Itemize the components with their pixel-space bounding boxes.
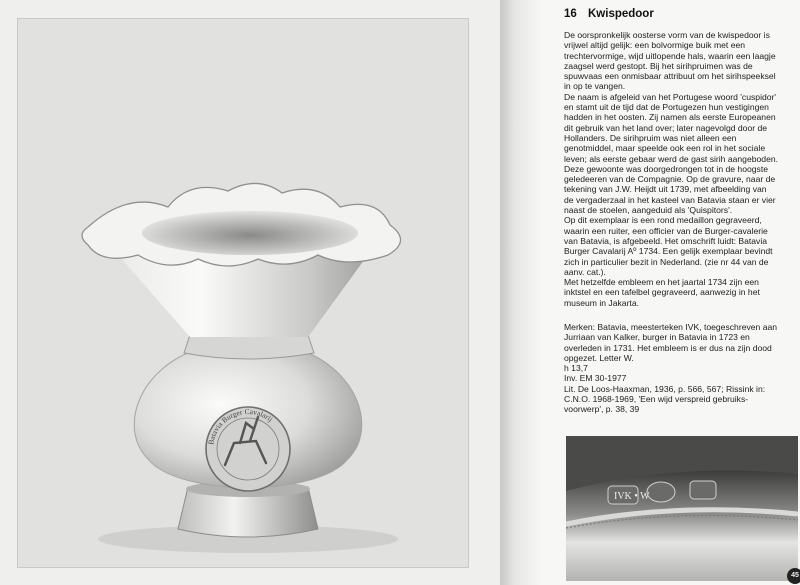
neck-collar <box>184 335 314 359</box>
text-line: Met hetzelfde embleem en het jaartal 1734 zijn een <box>564 277 759 288</box>
text-line: dit gebruik van het land over; later nagevolgd door de <box>564 122 768 133</box>
hallmark-detail-photo <box>566 436 798 581</box>
text-line: voorwerp', p. 38, 39 <box>564 404 640 415</box>
entry-title: Kwispedoor <box>588 8 654 20</box>
text-line: Jurriaan van Kalker, burger in Batavia in 1723 en <box>564 332 750 343</box>
text-line: genotmiddel, maar speelde ook een rol in het sociale <box>564 143 766 154</box>
text-line: Lit. De Loos-Haaxman, 1936, p. 566, 567; Rissink in: <box>564 383 766 394</box>
text-line: overleden in 1731. Het embleem is er dus na zijn dood <box>564 342 772 353</box>
text-line: Inv. EM 30-1977 <box>564 373 627 384</box>
book-gutter <box>500 0 542 585</box>
text-line: en stamt uit de tijd dat de Portugezen hun vestigingen <box>564 102 769 113</box>
object-details <box>564 322 796 415</box>
text-line: Merken: Batavia, meesterteken IVK, toegeschreven aan <box>564 322 778 332</box>
entry-heading <box>564 8 662 20</box>
text-line: zich in particulier bezit in Nederland. (zie nr 44 van de <box>564 256 769 267</box>
text-line: aanv. cat.). <box>564 266 606 277</box>
text-line: spuwvaas een onmisbaar attribuut om het sirihspeeksel <box>564 71 776 82</box>
description-text <box>564 30 796 308</box>
text-line: Hollanders. De sirihpruim was niet alleen een <box>564 132 737 143</box>
text-line: in op te vangen. <box>564 81 626 92</box>
text-line: geledeeren van de Compagnie. Op de gravure, naar de <box>564 174 776 185</box>
spittoon-illustration <box>18 19 468 567</box>
text-line: C.N.O. 1968-1969, 'Een wijd verspreid gebruiks- <box>564 394 749 405</box>
vessel-mouth <box>142 211 358 255</box>
text-line: hadden in het oosten. Zij namen als eerste Europeanen <box>564 112 776 123</box>
spittoon-photo <box>17 18 469 568</box>
hallmark-letters: IVK • W <box>614 491 650 502</box>
text-line: Deze gewoonte was doorgedrongen tot in de hoogste <box>564 163 769 174</box>
text-line: zaagsel werd gestopt. Bij het sirihpruimen was de <box>564 60 753 71</box>
text-line: tekening van J.W. Heijdt uit 1739, met afbeelding van <box>564 184 767 195</box>
text-line: De naam is afgeleid van het Portugese woord 'cuspidor' <box>564 91 777 102</box>
text-line: vrijwel altijd gelijk: een bolvormige buik met een <box>564 40 746 51</box>
text-line: Op dit exemplaar is een rond medaillon gegraveerd, <box>564 215 762 226</box>
text-line: van Batavia, is afgebeeld. Het omschrift luidt: Batavia <box>564 235 768 246</box>
text-line: inktstel en een tafelbel gegraveerd, aanwezig in het <box>564 287 760 298</box>
text-line: h 13,7 <box>564 363 588 374</box>
right-page <box>542 0 800 585</box>
text-line: de vergaderzaal in het kasteel van Batavia staan er vier <box>564 194 776 205</box>
page-number: 45 <box>787 568 800 584</box>
medallion-inscription: Batavia Burger Cavalarij <box>206 406 275 446</box>
text-line: trechtervormige, wijd uitlopende hals, waarin een laagje <box>564 50 776 61</box>
text-line: Burger Cavalarij Aº 1734. Een gelijk exemplaar bevindt <box>564 246 773 257</box>
text-line: De oorspronkelijk oosterse vorm van de kwispedoor is <box>564 30 770 40</box>
entry-number: 16 <box>564 8 577 20</box>
text-line: museum in Jakarta. <box>564 297 639 308</box>
text-line: waarin een ruiter, een officier van de Burger-cavalerie <box>564 225 768 236</box>
hallmark-illustration <box>566 436 798 581</box>
text-line: leven; als eerste gebaar werd de gast sirih aangeboden. <box>564 153 779 164</box>
text-line: naast de stoelen, aangeduid als 'Quispitors'. <box>564 205 733 216</box>
text-line: opgezet. Letter W. <box>564 352 634 363</box>
